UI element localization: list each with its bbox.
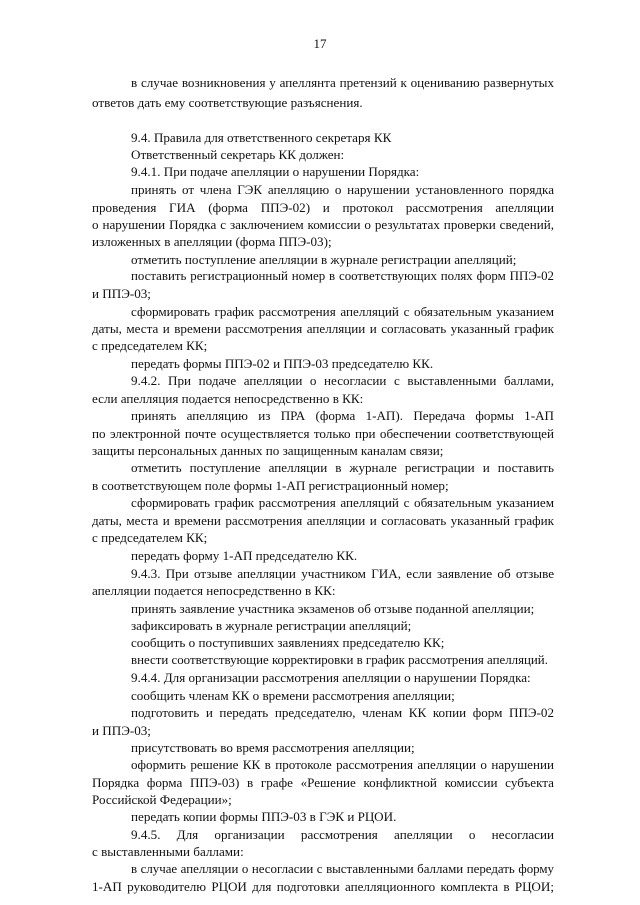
text-line: 9.4. Правила для ответственного секретаря КК <box>131 130 392 145</box>
text-line: о нарушении Порядка с заключением комиссии о результатах проверки сведений, <box>92 217 554 232</box>
text-line: по электронной почте осуществляется только при обеспечении соответствующей <box>92 426 554 441</box>
text-line: отметить поступление апелляции в журнале регистрации и поставить <box>131 460 554 475</box>
text-line: Порядка форма ППЭ-03) в графе «Решение конфликтной комиссии субъекта <box>92 775 554 790</box>
text-line: 9.4.3. При отзыве апелляции участником ГИА, если заявление об отзыве <box>131 566 554 581</box>
text-line: 1-АП руководителю РЦОИ для подготовки апелляционного комплекта в РЦОИ; <box>92 879 554 894</box>
text-line: передать копии формы ППЭ-03 в ГЭК и РЦОИ. <box>131 809 397 824</box>
text-line: сформировать график рассмотрения апелляций с обязательным указанием <box>131 495 554 510</box>
text-line: присутствовать во время рассмотрения апелляции; <box>131 740 415 755</box>
text-line: в случае возникновения у апеллянта претензий к оцениванию развернутых <box>131 75 554 90</box>
text-line: 9.4.5. Для организации рассмотрения апелляции о несогласии <box>131 827 554 842</box>
text-line: сообщить о поступивших заявлениях председателю КК; <box>131 635 445 650</box>
text-line: Ответственный секретарь КК должен: <box>131 147 345 162</box>
text-line: и ППЭ-03; <box>92 723 151 738</box>
text-line: передать формы ППЭ-02 и ППЭ-03 председателю КК. <box>131 356 434 371</box>
text-line: защиты персональных данных по защищенным каналам связи; <box>92 443 444 458</box>
text-line: Российской Федерации»; <box>92 792 232 807</box>
text-line: с выставленными баллами: <box>92 844 244 859</box>
text-line: апелляции подается непосредственно в КК: <box>92 583 336 598</box>
text-line: сообщить членам КК о времени рассмотрения апелляции; <box>131 688 455 703</box>
text-line: с председателем КК; <box>92 530 208 545</box>
text-line: поставить регистрационный номер в соответствующих полях форм ППЭ-02 <box>131 269 554 283</box>
text-line: даты, места и времени рассмотрения апелляции и согласовать указанный график <box>92 321 554 336</box>
text-line: даты, места и времени рассмотрения апелляции и согласовать указанный график <box>92 513 554 528</box>
text-line: отметить поступление апелляции в журнале регистрации апелляций; <box>131 252 517 267</box>
text-line: передать форму 1-АП председателю КК. <box>131 548 358 563</box>
text-line: сформировать график рассмотрения апелляций с обязательным указанием <box>131 304 554 319</box>
text-line: принять апелляцию из ПРА (форма 1-АП). Передача формы 1-АП <box>131 408 554 423</box>
text-line: 9.4.1. При подаче апелляции о нарушении Порядка: <box>131 164 420 179</box>
text-line: зафиксировать в журнале регистрации апелляций; <box>131 618 412 633</box>
text-line: и ППЭ-03; <box>92 286 151 301</box>
text-line: проведения ГИА (форма ППЭ-02) и протокол рассмотрения апелляции <box>92 200 554 215</box>
text-line: оформить решение КК в протоколе рассмотрения апелляции о нарушении <box>131 757 554 772</box>
text-line: принять заявление участника экзаменов об отзыве поданной апелляции; <box>131 601 535 616</box>
text-line: в соответствующем поле формы 1-АП регистрационный номер; <box>92 478 449 493</box>
page-number: 17 <box>313 36 327 51</box>
text-line: внести соответствующие корректировки в график рассмотрения апелляций. <box>131 653 548 667</box>
text-line: подготовить и передать председателю, членам КК копии форм ППЭ-02 <box>131 705 554 720</box>
text-line: изложенных в апелляции (форма ППЭ-03); <box>92 234 332 249</box>
text-line: принять от члена ГЭК апелляцию о нарушении установленного порядка <box>131 182 554 197</box>
text-line: в случае апелляции о несогласии с выставленными баллами передать форму <box>131 862 554 876</box>
text-line: с председателем КК; <box>92 338 208 353</box>
text-line: 9.4.2. При подаче апелляции о несогласии с выставленными баллами, <box>131 373 554 388</box>
text-line: если апелляция подается непосредственно в КК: <box>92 391 364 406</box>
text-line: ответов дать ему соответствующие разъяснения. <box>92 95 363 110</box>
text-line: 9.4.4. Для организации рассмотрения апелляции о нарушении Порядка: <box>131 670 531 685</box>
